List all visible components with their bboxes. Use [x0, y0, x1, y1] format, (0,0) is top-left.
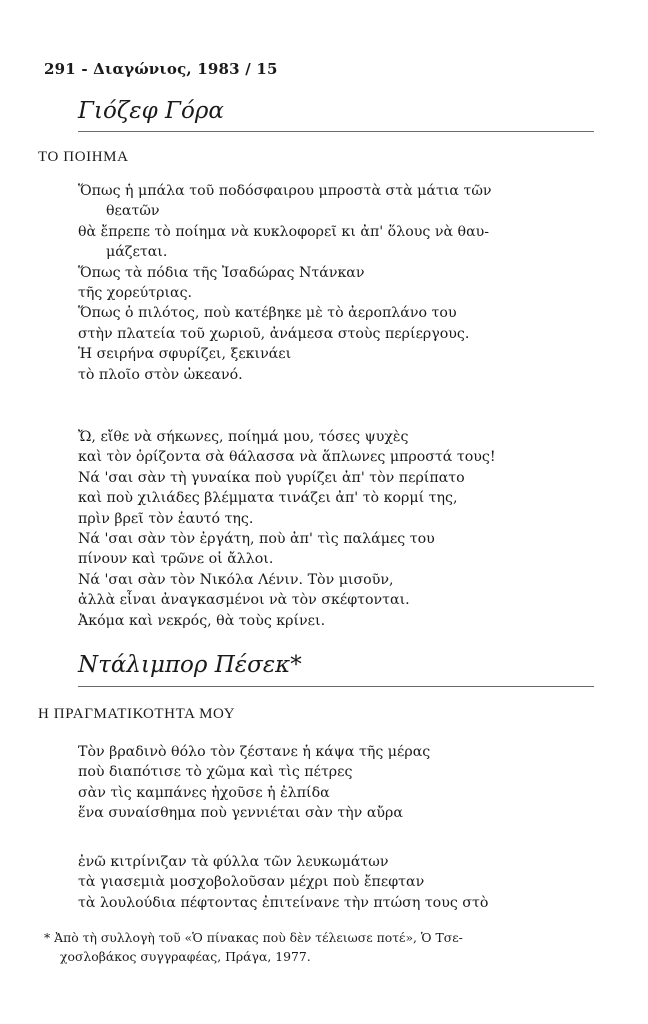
poem-line: ποὺ διαπότισε τὸ χῶμα καὶ τὶς πέτρες: [78, 764, 353, 781]
poem-line: θὰ ἔπρεπε τὸ ποίημα νὰ κυκλοφορεῖ κι ἀπ' ὅλους νὰ θαυ-: [78, 223, 490, 240]
poem-line: τῆς χορεύτριας.: [78, 284, 193, 301]
poem-line: ἐνῶ κιτρίνιζαν τὰ φύλλα τῶν λευκωμάτων: [78, 854, 389, 870]
poem-line: τὰ γιασεμιὰ μοσχοβολοῦσαν μέχρι ποὺ ἔπεφταν: [78, 874, 425, 891]
running-head: 291 - Διαγώνιος, 1983 / 15: [44, 60, 278, 78]
poem-line: Νά 'σαι σὰν τὸν ἐργάτη, ποὺ ἀπ' τὶς παλάμες του: [78, 530, 435, 547]
poem-line: ἀλλὰ εἶναι ἀναγκασμένοι νὰ τὸν σκέφτονται.: [78, 592, 410, 609]
poem-line: θεατῶν: [106, 203, 160, 220]
poem-stanza: [78, 852, 488, 913]
poem-line: τὰ λουλούδια πέφτοντας ἐπιτείνανε τὴν πτώση τους στὸ: [78, 894, 489, 911]
poem-line: πρὶν βρεῖ τὸν ἑαυτό της.: [78, 510, 254, 527]
footnote: [44, 928, 604, 966]
poem-line: Ὅπως τὰ πόδια τῆς Ἰσαδώρας Ντάνκαν: [78, 264, 365, 281]
poem-line: ἕνα συναίσθημα ποὺ γεννιέται σὰν τὴν αὔρα: [78, 805, 403, 822]
section-divider: [78, 686, 594, 687]
poem-line: μάζεται.: [106, 244, 168, 261]
poem-line: τὸ πλοῖο στὸν ὠκεανό.: [78, 366, 243, 383]
poem-line: Ὤ, εἴθε νὰ σήκωνες, ποίημά μου, τόσες ψυχὲς: [78, 429, 409, 445]
footnote-line: χοσλοβάκος συγγραφέας, Πράγα, 1977.: [60, 949, 311, 964]
poem-line: Ἡ σειρήνα σφυρίζει, ξεκινάει: [78, 346, 292, 363]
poem-line: καὶ τὸν ὁρίζοντα σὰ θάλασσα νὰ ἅπλωνες μπροστά τους!: [78, 449, 496, 466]
poem-line: στὴν πλατεία τοῦ χωριοῦ, ἀνάμεσα στοὺς περίεργους.: [78, 325, 470, 342]
poem-line: Ἀκόμα καὶ νεκρός, θὰ τοὺς κρίνει.: [78, 612, 326, 629]
poem-line: Ὅπως ὁ πιλότος, ποὺ κατέβηκε μὲ τὸ ἀεροπλάνο του: [78, 305, 457, 322]
poem-line: καὶ ποὺ χιλιάδες βλέμματα τινάζει ἀπ' τὸ κορμί της,: [78, 490, 458, 507]
poem-line: πίνουν καὶ τρῶνε οἱ ἄλλοι.: [78, 551, 274, 568]
poem-stanza: [78, 427, 496, 631]
poem-line: Νά 'σαι σὰν τὸν Νικόλα Λένιν. Τὸν μισοῦν,: [78, 571, 394, 588]
poem-line: σὰν τὶς καμπάνες ἠχοῦσε ἡ ἐλπίδα: [78, 784, 330, 801]
author-name: Ντάλιμπορ Πέσεκ*: [78, 652, 302, 678]
section-divider: [78, 131, 594, 132]
poem-line: Ὅπως ἡ μπάλα τοῦ ποδόσφαιρου μπροστὰ στὰ μάτια τῶν: [78, 183, 492, 199]
poem-line: Τὸν βραδινὸ θόλο τὸν ζέστανε ἡ κάψα τῆς μέρας: [78, 744, 431, 760]
poem-stanza: [78, 742, 430, 824]
poem-stanza: [78, 181, 492, 385]
author-name: Γιόζεφ Γόρα: [78, 98, 224, 124]
poem-title: Η ΠΡΑΓΜΑΤΙΚΟΤΗΤΑ ΜΟΥ: [38, 706, 236, 722]
footnote-line: * Ἀπὸ τὴ συλλογὴ τοῦ «Ὁ πίνακας ποὺ δὲν τέλειωσε ποτέ», Ὁ Τσε-: [44, 930, 463, 945]
poem-line: Νά 'σαι σὰν τὴ γυναίκα ποὺ γυρίζει ἀπ' τὸν περίπατο: [78, 469, 465, 486]
poem-title: ΤΟ ΠΟΙΗΜΑ: [38, 149, 129, 165]
